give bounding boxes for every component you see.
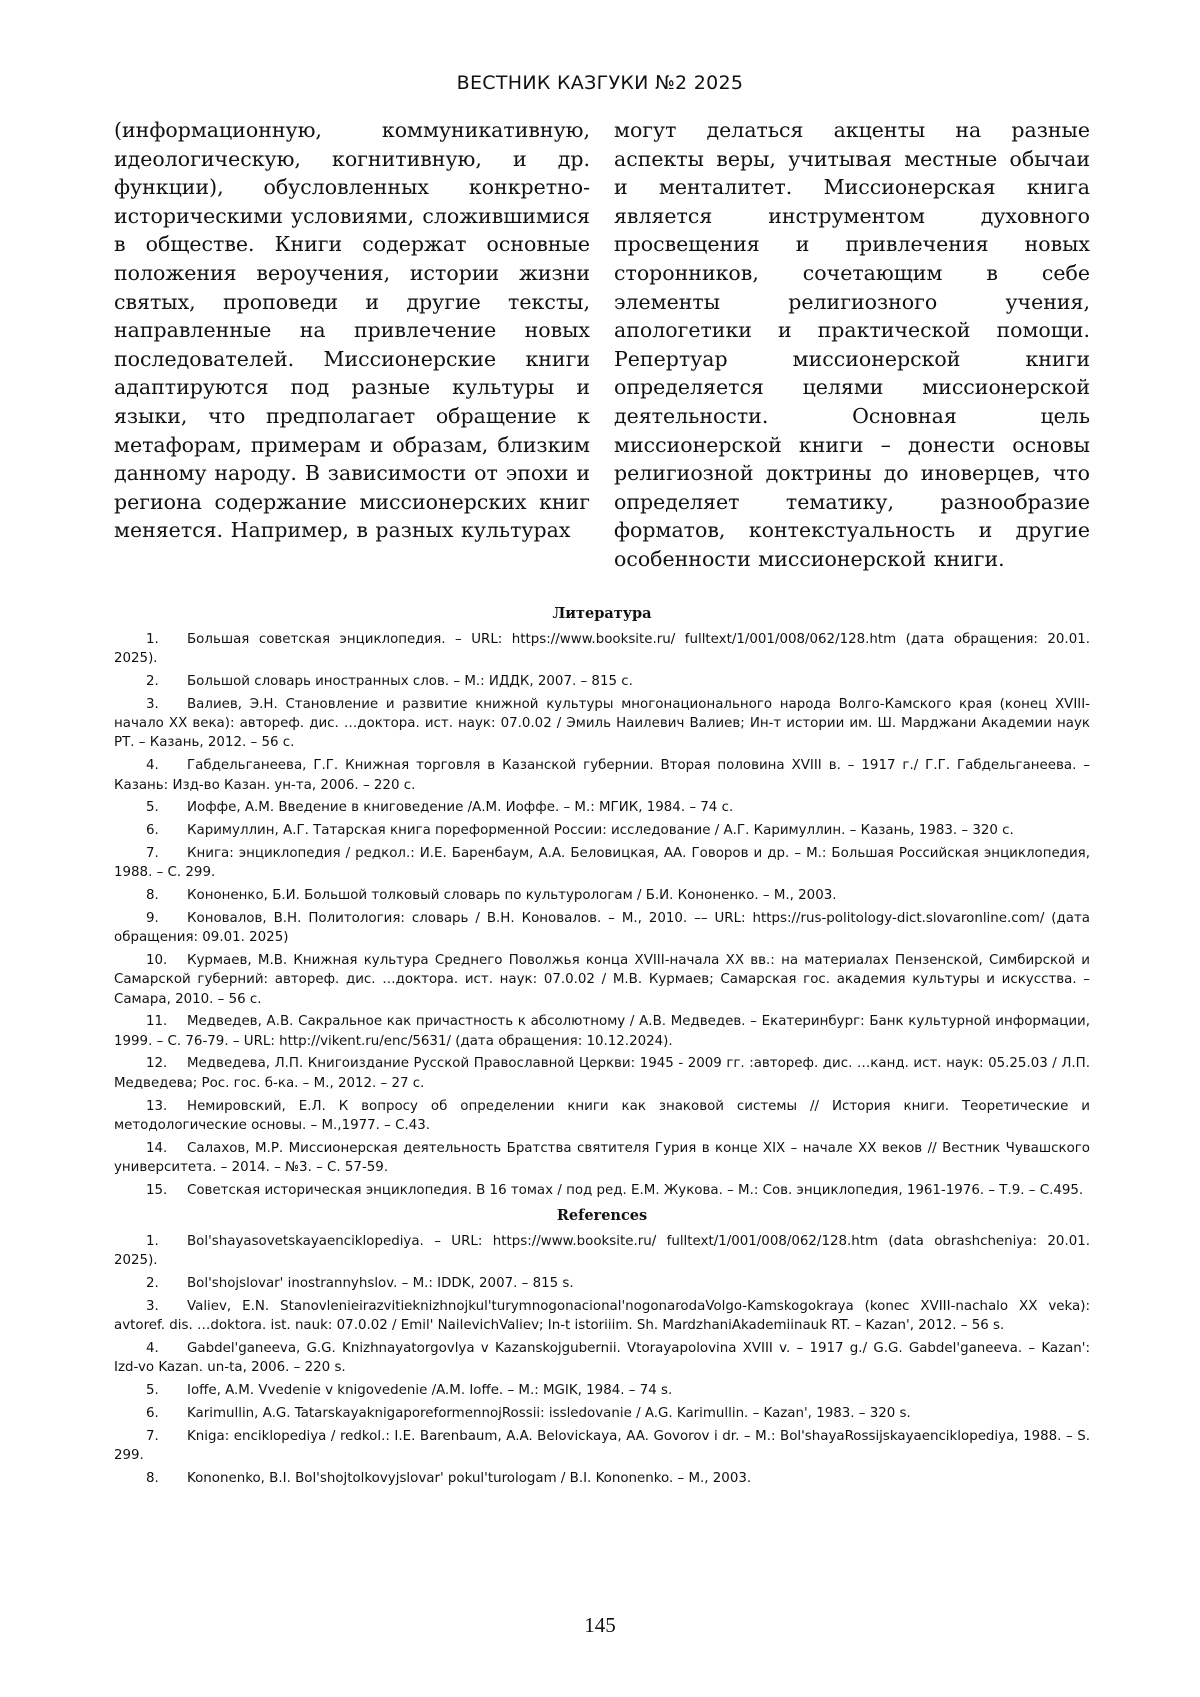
- reference-text: Валиев, Э.Н. Становление и развитие книжной культуры многонационального народа Волго-Камского края (конец XVIII-начало XX века): автореф. дис. …доктора. ист. наук: 07.0.02 / Эмиль Наилевич Валиев; Ин-т истории им. Ш. Марджани Академии наук РТ. – Казань, 2012. – 56 с.: [114, 696, 1090, 751]
- reference-text: Bol'shayasovetskayaenciklopediya. – URL: https://www.booksite.ru/ fulltext/1/001/008/062/128.htm (data obrashcheniya: 20.01. 2025).: [114, 1234, 1090, 1269]
- reference-item: [114, 1097, 1090, 1136]
- reference-item: [114, 1012, 1090, 1051]
- reference-number: 9.: [146, 910, 159, 926]
- reference-number: 8.: [146, 888, 159, 904]
- reference-text: Медведев, А.В. Сакральное как причастность к абсолютному / А.В. Медведев. – Екатеринбург: Банк культурной информации, 1999. – С. 76-79. – URL: http://vikent.ru/enc/5631/ (дата обращения: 10.12.2024).: [114, 1014, 1090, 1049]
- reference-text: Курмаев, М.В. Книжная культура Среднего Поволжья конца XVIII-начала XX вв.: на материалах Пензенской, Симбирской и Самарской губерний: автореф. дис. …доктора. ист. наук: 07.0.02 / М.В. Курмаев; Самарская гос. академия культуры и искусства. – Самара, 2010. – 56 с.: [114, 952, 1090, 1007]
- reference-item: [114, 844, 1090, 883]
- reference-item: [114, 630, 1090, 669]
- reference-text: Kniga: enciklopediya / redkol.: I.E. Barenbaum, A.A. Belovickaya, AA. Govorov i dr. – M.: Bol'shayaRossijskayaenciklopediya, 1988. – S. 299.: [114, 1428, 1090, 1463]
- reference-number: 2.: [146, 674, 159, 690]
- reference-item: [114, 1181, 1090, 1200]
- reference-item: [114, 672, 1090, 691]
- reference-number: 6.: [146, 823, 159, 839]
- literature-title: Литература: [552, 605, 652, 622]
- literature-list: [114, 630, 1090, 1200]
- reference-number: 7.: [146, 1428, 159, 1444]
- reference-number: 8.: [146, 1470, 159, 1486]
- reference-text: Gabdel'ganeeva, G.G. Knizhnayatorgovlya v Kazanskojgubernii. Vtorayapolovina XVIII v. – 1917 g./ G.G. Gabdel'ganeeva. – Kazan': Izd-vo Kazan. un-ta, 2006. – 220 s.: [114, 1341, 1090, 1376]
- reference-item: [114, 909, 1090, 948]
- reference-item: [114, 886, 1090, 905]
- reference-item: [114, 798, 1090, 817]
- reference-item: [114, 1139, 1090, 1178]
- reference-number: 6.: [146, 1405, 159, 1421]
- reference-item: [114, 1381, 1090, 1400]
- reference-text: Kononenko, B.I. Bol'shojtolkovyjslovar' pokul'turologam / B.I. Kononenko. – M., 2003.: [187, 1470, 752, 1486]
- references-title: References: [556, 1207, 648, 1225]
- reference-text: Valiev, E.N. Stanovlenieirazvitieknizhnojkul'turymnogonacional'nogonarodaVolgo-Kamskogokraya (konec XVIII-nachalo XX veka): avtoref. dis. …doktora. ist. nauk: 07.0.02 / Emil' NailevichValiev; In-t istoriiim. Sh. MardzhaniAkademiinauk RT. – Kazan', 2012. – 56 s.: [114, 1298, 1090, 1334]
- reference-text: Кононенко, Б.И. Большой толковый словарь по культурологам / Б.И. Кононенко. – М., 2003.: [187, 888, 837, 904]
- journal-header: ВЕСТНИК КАЗГУКИ №2 2025: [456, 72, 744, 94]
- reference-number: 5.: [146, 800, 159, 816]
- reference-item: [114, 1054, 1090, 1093]
- reference-number: 10.: [146, 952, 168, 968]
- reference-number: 1.: [146, 632, 159, 647]
- reference-text: Bol'shojslovar' inostrannyhslov. – M.: IDDK, 2007. – 815 s.: [187, 1276, 574, 1292]
- reference-number: 5.: [146, 1383, 159, 1399]
- page-number: 145: [584, 1613, 616, 1637]
- body-column-left: (информационную, коммуникативную, идеологическую, когнитивную, и др. функции), обусловленных конкретно-историческими условиями, сложившимися в обществе. Книги содержат основные положения вероучения, истории жизни святых, проповеди и другие тексты, направленные на привлечение новых последователей. Миссионерские книги адаптируются под разные культуры и языки, что предполагает обращение к метафорам, примерам и образам, близким данному народу. В зависимости от эпохи и региона содержание миссионерских книг меняется. Например, в разных культурах: [114, 118, 590, 543]
- reference-item: [114, 1427, 1090, 1466]
- reference-number: 3.: [146, 696, 159, 712]
- reference-text: Большая советская энциклопедия. – URL: https://www.booksite.ru/ fulltext/1/001/008/062/128.htm (дата обращения: 20.01. 2025).: [114, 632, 1090, 667]
- reference-item: [114, 1404, 1090, 1423]
- reference-number: 2.: [146, 1276, 159, 1292]
- reference-item: [114, 821, 1090, 840]
- reference-number: 4.: [146, 1341, 159, 1356]
- bibliography: [114, 604, 1090, 1492]
- reference-text: Медведева, Л.П. Книгоиздание Русской Православной Церкви: 1945 - 2009 гг. :автореф. дис. …канд. ист. наук: 05.25.03 / Л.П. Медведева; Рос. гос. б-ка. – М., 2012. – 27 с.: [114, 1056, 1090, 1091]
- reference-item: [114, 1274, 1090, 1293]
- reference-item: [114, 1297, 1090, 1336]
- reference-text: Коновалов, В.Н. Политология: словарь / В.Н. Коновалов. – М., 2010. –– URL: https://rus-politology-dict.slovaronline.com/ (дата обращения: 09.01. 2025): [114, 910, 1090, 946]
- reference-number: 11.: [146, 1014, 168, 1030]
- body-column-right: могут делаться акценты на разные аспекты веры, учитывая местные обычаи и менталитет. Миссионерская книга является инструментом духовного просвещения и привлечения новых сторонников, сочетающим в себе элементы религиозного учения, апологетики и практической помощи. Репертуар миссионерской книги определяется целями миссионерской деятельности. Основная цель миссионерской книги – донести основы религиозной доктрины до иноверцев, что определяет тематику, разнообразие форматов, контекстуальность и другие особенности миссионерской книги.: [614, 118, 1090, 571]
- reference-number: 1.: [146, 1234, 159, 1250]
- reference-item: [114, 1232, 1090, 1271]
- reference-text: Иоффе, А.М. Введение в книговедение /А.М. Иоффе. – М.: МГИК, 1984. – 74 с.: [187, 800, 734, 816]
- reference-item: [114, 756, 1090, 795]
- reference-item: [114, 951, 1090, 1009]
- references-list: [114, 1232, 1090, 1488]
- reference-text: Karimullin, A.G. TatarskayaknigaporeformennojRossii: issledovanie / A.G. Karimullin. – Kazan', 1983. – 320 s.: [187, 1405, 911, 1421]
- reference-text: Габдельганеева, Г.Г. Книжная торговля в Казанской губернии. Вторая половина XVIII в. – 1917 г./ Г.Г. Габдельганеева. – Казань: Изд-во Казан. ун-та, 2006. – 220 с.: [114, 758, 1090, 793]
- reference-text: Книга: энциклопедия / редкол.: И.Е. Баренбаум, А.А. Беловицкая, АА. Говоров и др. – М.: Большая Российская энциклопедия, 1988. – С. 299.: [114, 845, 1090, 881]
- reference-number: 13.: [146, 1098, 168, 1114]
- reference-text: Ioffe, A.M. Vvedenie v knigovedenie /A.M. Ioffe. – M.: MGIK, 1984. – 74 s.: [187, 1383, 673, 1399]
- reference-item: [114, 1339, 1090, 1378]
- body-columns: [114, 116, 1090, 574]
- reference-text: Советская историческая энциклопедия. В 16 томах / под ред. Е.М. Жукова. – М.: Сов. энциклопедия, 1961-1976. – Т.9. – С.495.: [187, 1182, 1084, 1198]
- reference-number: 15.: [146, 1182, 168, 1198]
- reference-number: 4.: [146, 758, 159, 774]
- reference-number: 14.: [146, 1140, 168, 1156]
- reference-number: 7.: [146, 845, 159, 861]
- reference-number: 3.: [146, 1298, 159, 1314]
- reference-item: [114, 695, 1090, 753]
- reference-text: Каримуллин, А.Г. Татарская книга пореформенной России: исследование / А.Г. Каримуллин. – Казань, 1983. – 320 с.: [187, 823, 1014, 839]
- reference-text: Немировский, Е.Л. К вопросу об определении книги как знаковой системы // История книги. Теоретические и методологические основы. – М.,1977. – С.43.: [114, 1098, 1090, 1133]
- reference-text: Большой словарь иностранных слов. – М.: ИДДК, 2007. – 815 с.: [187, 674, 633, 690]
- reference-text: Салахов, М.Р. Миссионерская деятельность Братства святителя Гурия в конце XIX – начале XX веков // Вестник Чувашского университета. – 2014. – №3. – С. 57-59.: [114, 1140, 1090, 1175]
- reference-item: [114, 1469, 1090, 1488]
- reference-number: 12.: [146, 1056, 168, 1072]
